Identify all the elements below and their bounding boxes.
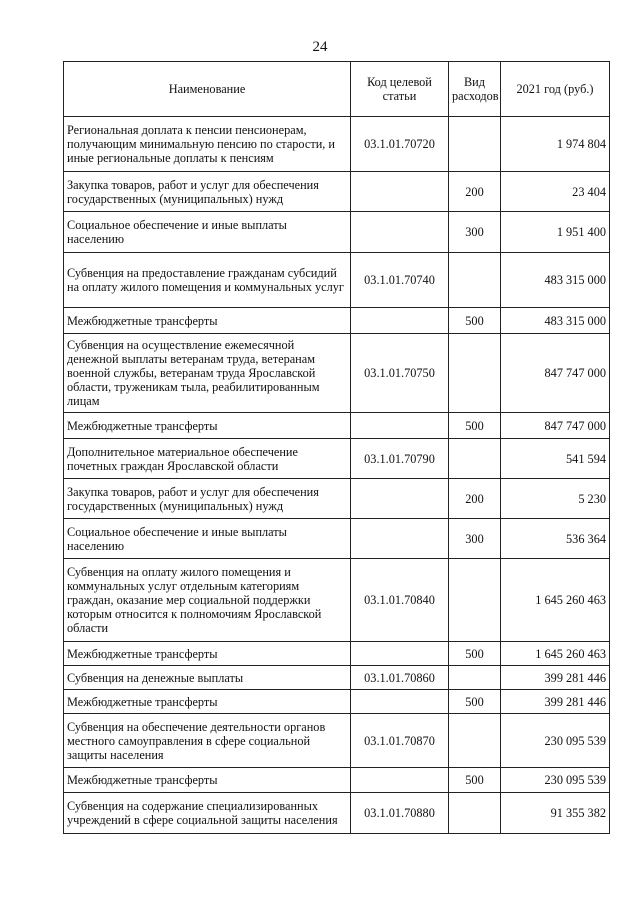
row-amount: 1 645 260 463: [501, 559, 610, 642]
table-row: [64, 439, 610, 479]
table-row: [64, 793, 610, 834]
page-number: 24: [312, 39, 328, 55]
row-amount: 91 355 382: [501, 793, 610, 834]
table-row: [64, 212, 610, 253]
table-row: [64, 172, 610, 212]
row-code: [351, 479, 449, 519]
row-name: Субвенция на обеспечение деятельности органов местного самоуправления в сфере социальной защиты населения: [64, 714, 351, 768]
row-code: [351, 768, 449, 793]
row-amount: 230 095 539: [501, 768, 610, 793]
row-name: Субвенция на содержание специализированных учреждений в сфере социальной защиты населения: [64, 793, 351, 834]
table-header-row: [64, 62, 610, 117]
row-amount: 847 747 000: [501, 334, 610, 413]
row-name: Межбюджетные трансферты: [64, 768, 351, 793]
table-row: [64, 642, 610, 666]
row-kind: 300: [449, 212, 501, 253]
row-kind: 500: [449, 768, 501, 793]
table-row: [64, 714, 610, 768]
row-kind: [449, 439, 501, 479]
row-name: Межбюджетные трансферты: [64, 413, 351, 439]
table-row: [64, 253, 610, 308]
row-amount: 230 095 539: [501, 714, 610, 768]
row-kind: 500: [449, 308, 501, 334]
row-kind: 200: [449, 172, 501, 212]
table-row: [64, 768, 610, 793]
row-amount: 399 281 446: [501, 690, 610, 714]
header-amount: 2021 год (руб.): [501, 62, 610, 117]
row-name: Субвенция на осуществление ежемесячной денежной выплаты ветеранам труда, ветеранам военной службы, ветеранам труда Ярославской области, труженикам тыла, реабилитированным лицам: [64, 334, 351, 413]
table-row: [64, 308, 610, 334]
row-amount: 536 364: [501, 519, 610, 559]
row-name: Социальное обеспечение и иные выплаты населению: [64, 519, 351, 559]
table-row: [64, 334, 610, 413]
row-code: 03.1.01.70790: [351, 439, 449, 479]
row-name: Субвенция на предоставление гражданам субсидий на оплату жилого помещения и коммунальных услуг: [64, 253, 351, 308]
row-code: [351, 308, 449, 334]
row-kind: [449, 117, 501, 172]
row-name: Субвенция на оплату жилого помещения и коммунальных услуг отдельным категориям граждан, оказание мер социальной поддержки которым относится к полномочиям Ярославской области: [64, 559, 351, 642]
row-name: Региональная доплата к пенсии пенсионерам, получающим минимальную пенсию по старости, и иные региональные доплаты к пенсиям: [64, 117, 351, 172]
row-code: 03.1.01.70750: [351, 334, 449, 413]
table-row: [64, 666, 610, 690]
row-name: Социальное обеспечение и иные выплаты населению: [64, 212, 351, 253]
row-amount: 1 951 400: [501, 212, 610, 253]
row-name: Межбюджетные трансферты: [64, 642, 351, 666]
row-name: Межбюджетные трансферты: [64, 308, 351, 334]
row-kind: [449, 559, 501, 642]
header-name: Наименование: [64, 62, 351, 117]
row-amount: 23 404: [501, 172, 610, 212]
row-amount: 483 315 000: [501, 253, 610, 308]
row-amount: 1 645 260 463: [501, 642, 610, 666]
row-kind: [449, 334, 501, 413]
header-code: Код целевой статьи: [351, 62, 449, 117]
row-code: [351, 172, 449, 212]
row-kind: [449, 666, 501, 690]
row-name: Межбюджетные трансферты: [64, 690, 351, 714]
row-kind: 300: [449, 519, 501, 559]
table-row: [64, 559, 610, 642]
table-row: [64, 690, 610, 714]
row-kind: [449, 793, 501, 834]
row-name: Закупка товаров, работ и услуг для обеспечения государственных (муниципальных) нужд: [64, 172, 351, 212]
row-code: [351, 690, 449, 714]
table-row: [64, 519, 610, 559]
row-code: 03.1.01.70840: [351, 559, 449, 642]
row-code: [351, 642, 449, 666]
row-code: 03.1.01.70880: [351, 793, 449, 834]
row-code: [351, 519, 449, 559]
row-amount: 1 974 804: [501, 117, 610, 172]
row-amount: 541 594: [501, 439, 610, 479]
row-kind: 200: [449, 479, 501, 519]
row-code: 03.1.01.70870: [351, 714, 449, 768]
header-kind: Вид расходов: [449, 62, 501, 117]
row-code: [351, 212, 449, 253]
row-kind: 500: [449, 642, 501, 666]
row-code: 03.1.01.70740: [351, 253, 449, 308]
row-name: Закупка товаров, работ и услуг для обеспечения государственных (муниципальных) нужд: [64, 479, 351, 519]
row-kind: 500: [449, 413, 501, 439]
row-kind: [449, 714, 501, 768]
row-amount: 399 281 446: [501, 666, 610, 690]
row-kind: [449, 253, 501, 308]
row-name: Дополнительное материальное обеспечение почетных граждан Ярославской области: [64, 439, 351, 479]
row-code: 03.1.01.70720: [351, 117, 449, 172]
row-name: Субвенция на денежные выплаты: [64, 666, 351, 690]
row-kind: 500: [449, 690, 501, 714]
row-amount: 5 230: [501, 479, 610, 519]
table-row: [64, 413, 610, 439]
row-code: 03.1.01.70860: [351, 666, 449, 690]
table-row: [64, 479, 610, 519]
budget-table: [63, 61, 610, 834]
table-row: [64, 117, 610, 172]
row-code: [351, 413, 449, 439]
row-amount: 483 315 000: [501, 308, 610, 334]
row-amount: 847 747 000: [501, 413, 610, 439]
